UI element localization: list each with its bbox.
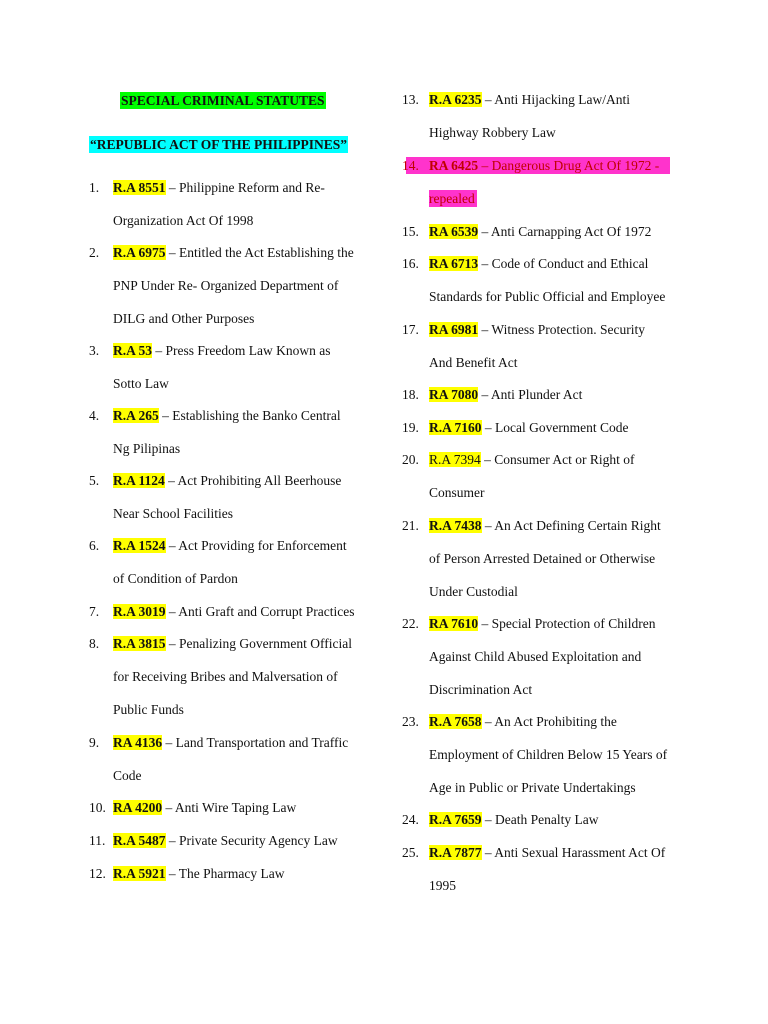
- item-body: [429, 378, 702, 411]
- item-first-line: [113, 627, 386, 660]
- item-body: [429, 83, 702, 149]
- item-body: [113, 464, 386, 530]
- statute-item: [402, 443, 702, 509]
- statute-item: [86, 236, 386, 335]
- statute-item: [86, 399, 386, 465]
- item-first-line: [429, 149, 702, 182]
- item-number: 20.: [402, 452, 419, 467]
- item-first-line: [429, 313, 702, 346]
- statute-item: [402, 83, 702, 149]
- republic-act-number: RA 7610: [429, 616, 479, 631]
- item-first-line: [113, 399, 386, 432]
- act-description-continued: And Benefit Act: [429, 355, 518, 370]
- item-number: 16.: [402, 256, 419, 271]
- item-first-line: [429, 836, 702, 869]
- republic-act-number: R.A 1124: [113, 473, 165, 488]
- item-number: 12.: [89, 866, 106, 881]
- item-number: 4.: [89, 408, 100, 423]
- act-description: – Act Providing for Enforcement: [165, 538, 347, 553]
- statute-item: [402, 149, 702, 215]
- act-description: – Dangerous Drug Act Of 1972 -: [478, 158, 660, 173]
- republic-act-number: R.A 53: [113, 343, 153, 358]
- item-number: 10.: [89, 800, 106, 815]
- republic-act-number: R.A 7438: [429, 518, 482, 533]
- item-first-line: [429, 411, 702, 444]
- act-description: – Press Freedom Law Known as: [152, 343, 331, 358]
- act-description-continued: DILG and Other Purposes: [113, 311, 255, 326]
- act-description: – Entitled the Act Establishing the: [165, 245, 354, 260]
- statute-item: [402, 378, 702, 411]
- item-number: 18.: [402, 387, 419, 402]
- statute-item: [86, 824, 386, 857]
- statute-item: [402, 509, 702, 608]
- act-description: – Consumer Act or Right of: [480, 452, 635, 467]
- act-description-continued: 1995: [429, 878, 456, 893]
- item-first-line: [113, 464, 386, 497]
- statute-item: [86, 171, 386, 237]
- act-description: – An Act Defining Certain Right: [481, 518, 661, 533]
- republic-act-number: R.A 5487: [113, 833, 166, 848]
- statute-item: [86, 529, 386, 595]
- republic-act-number: R.A 7877: [429, 845, 482, 860]
- item-number: 22.: [402, 616, 419, 631]
- item-first-line: [113, 791, 386, 824]
- item-body: [113, 171, 386, 237]
- item-number: 5.: [89, 473, 100, 488]
- item-number: 2.: [89, 245, 100, 260]
- item-number: 19.: [402, 420, 419, 435]
- statute-item: [402, 607, 702, 706]
- item-number: 8.: [89, 636, 100, 651]
- item-body: [429, 705, 702, 804]
- act-description: – An Act Prohibiting the: [481, 714, 617, 729]
- act-description-continued: Highway Robbery Law: [429, 125, 556, 140]
- item-number: 23.: [402, 714, 419, 729]
- item-body: [429, 247, 702, 313]
- item-first-line: [429, 509, 702, 542]
- item-number: 17.: [402, 322, 419, 337]
- item-first-line: [429, 247, 702, 280]
- act-description: – Act Prohibiting All Beerhouse: [164, 473, 342, 488]
- item-body: [113, 334, 386, 400]
- item-body: [113, 824, 386, 857]
- act-description: – Witness Protection. Security: [478, 322, 645, 337]
- item-first-line: [429, 215, 702, 248]
- act-description-continued: Consumer: [429, 485, 485, 500]
- republic-act-number: RA 4136: [113, 735, 163, 750]
- statute-item: [402, 411, 702, 444]
- item-first-line: [113, 334, 386, 367]
- item-body: [113, 627, 386, 726]
- act-description: – Penalizing Government Official: [165, 636, 352, 651]
- item-first-line: [429, 83, 702, 116]
- item-first-line: [113, 529, 386, 562]
- republic-act-number: R.A 7658: [429, 714, 482, 729]
- act-description-continued: Near School Facilities: [113, 506, 233, 521]
- statute-item: [86, 791, 386, 824]
- act-description: – Anti Plunder Act: [478, 387, 583, 402]
- act-description: – Anti Carnapping Act Of 1972: [478, 224, 652, 239]
- item-body: [113, 595, 386, 628]
- republic-act-number: R.A 7394: [429, 452, 481, 467]
- act-description-continued: Age in Public or Private Undertakings: [429, 780, 636, 795]
- item-body: [113, 529, 386, 595]
- document-subtitle: “REPUBLIC ACT OF THE PHILIPPINES”: [90, 137, 348, 152]
- act-description-continued: Organization Act Of 1998: [113, 213, 254, 228]
- republic-act-number: R.A 6975: [113, 245, 166, 260]
- act-description: – The Pharmacy Law: [165, 866, 285, 881]
- republic-act-number: RA 6981: [429, 322, 479, 337]
- republic-act-number: RA 7080: [429, 387, 479, 402]
- item-first-line: [113, 824, 386, 857]
- statute-item: [86, 857, 386, 890]
- republic-act-number: R.A 265: [113, 408, 159, 423]
- act-description: – Anti Hijacking Law/Anti: [481, 92, 630, 107]
- item-number: 14.: [402, 158, 419, 173]
- republic-act-number: RA 6425: [429, 158, 479, 173]
- item-body: [429, 149, 702, 215]
- statute-item: [86, 726, 386, 792]
- item-body: [429, 313, 702, 379]
- item-body: [429, 836, 702, 902]
- item-body: [429, 509, 702, 608]
- act-description-continued: Employment of Children Below 15 Years of: [429, 747, 668, 762]
- item-number: 15.: [402, 224, 419, 239]
- act-description: – Local Government Code: [481, 420, 629, 435]
- act-description: – Anti Wire Taping Law: [162, 800, 297, 815]
- item-number: 21.: [402, 518, 419, 533]
- item-first-line: [429, 443, 702, 476]
- act-description-continued: for Receiving Bribes and Malversation of: [113, 669, 338, 684]
- statute-item: [402, 836, 702, 902]
- item-number: 6.: [89, 538, 100, 553]
- act-description-continued: PNP Under Re- Organized Department of: [113, 278, 339, 293]
- act-description-continued: of Condition of Pardon: [113, 571, 238, 586]
- act-description-continued: Under Custodial: [429, 584, 518, 599]
- item-body: [113, 791, 386, 824]
- act-description: – Special Protection of Children: [478, 616, 656, 631]
- item-body: [113, 857, 386, 890]
- act-description-continued: Public Funds: [113, 702, 184, 717]
- act-description-continued: Discrimination Act: [429, 682, 533, 697]
- statute-item: [86, 595, 386, 628]
- item-number: 7.: [89, 604, 100, 619]
- item-number: 11.: [89, 833, 106, 848]
- republic-act-number: R.A 8551: [113, 180, 166, 195]
- item-number: 25.: [402, 845, 419, 860]
- item-first-line: [429, 607, 702, 640]
- republic-act-number: R.A 3019: [113, 604, 166, 619]
- item-body: [429, 443, 702, 509]
- item-number: 1.: [89, 180, 100, 195]
- item-first-line: [113, 236, 386, 269]
- act-description-continued: repealed: [429, 191, 475, 206]
- statute-item: [86, 627, 386, 726]
- act-description: – Private Security Agency Law: [165, 833, 338, 848]
- act-description-continued: Sotto Law: [113, 376, 169, 391]
- act-description: – Death Penalty Law: [481, 812, 599, 827]
- act-description: – Establishing the Banko Central: [158, 408, 341, 423]
- statute-item: [402, 313, 702, 379]
- republic-act-number: RA 6713: [429, 256, 479, 271]
- item-number: 24.: [402, 812, 419, 827]
- act-description-continued: Against Child Abused Exploitation and: [429, 649, 642, 664]
- item-body: [113, 236, 386, 335]
- republic-act-number: R.A 7659: [429, 812, 482, 827]
- statute-item: [402, 803, 702, 836]
- item-body: [429, 411, 702, 444]
- republic-act-number: R.A 3815: [113, 636, 166, 651]
- act-description: – Code of Conduct and Ethical: [478, 256, 649, 271]
- republic-act-number: R.A 7160: [429, 420, 482, 435]
- act-description-continued: Code: [113, 768, 142, 783]
- item-number: 9.: [89, 735, 100, 750]
- statute-item: [86, 334, 386, 400]
- item-body: [429, 607, 702, 706]
- item-body: [113, 726, 386, 792]
- republic-act-number: RA 4200: [113, 800, 163, 815]
- statute-item: [402, 705, 702, 804]
- item-first-line: [113, 857, 386, 890]
- act-description: – Anti Sexual Harassment Act Of: [481, 845, 666, 860]
- act-description: – Anti Graft and Corrupt Practices: [165, 604, 355, 619]
- item-number: 3.: [89, 343, 100, 358]
- statute-item: [86, 464, 386, 530]
- item-first-line: [429, 803, 702, 836]
- item-first-line: [429, 378, 702, 411]
- item-first-line: [113, 171, 386, 204]
- item-body: [113, 399, 386, 465]
- act-description-continued: of Person Arrested Detained or Otherwise: [429, 551, 656, 566]
- item-number: 13.: [402, 92, 419, 107]
- act-description-continued: Standards for Public Official and Employee: [429, 289, 666, 304]
- document-title: SPECIAL CRIMINAL STATUTES: [121, 93, 325, 108]
- republic-act-number: R.A 5921: [113, 866, 166, 881]
- item-body: [429, 803, 702, 836]
- item-first-line: [113, 726, 386, 759]
- republic-act-number: RA 6539: [429, 224, 479, 239]
- act-description: – Philippine Reform and Re-: [165, 180, 325, 195]
- act-description: – Land Transportation and Traffic: [162, 735, 349, 750]
- item-body: [429, 215, 702, 248]
- act-description-continued: Ng Pilipinas: [113, 441, 181, 456]
- statute-item: [402, 247, 702, 313]
- item-first-line: [429, 705, 702, 738]
- item-first-line: [113, 595, 386, 628]
- statute-item: [402, 215, 702, 248]
- republic-act-number: R.A 6235: [429, 92, 482, 107]
- republic-act-number: R.A 1524: [113, 538, 166, 553]
